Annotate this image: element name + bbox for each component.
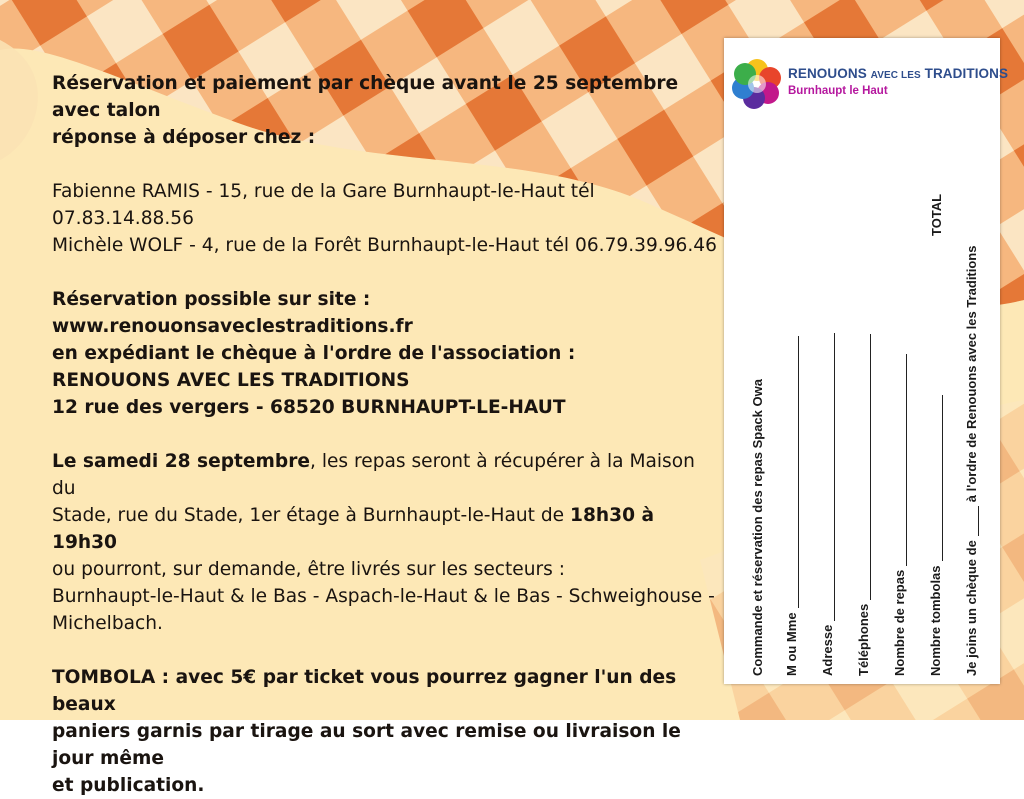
total-label: TOTAL <box>929 193 944 236</box>
field-tombola-line[interactable] <box>930 395 943 561</box>
tombola-text-2: paniers garnis par tirage au sort avec remise ou livraison le jour même <box>52 721 681 769</box>
field-address-row <box>820 333 835 676</box>
info-text <box>52 70 720 799</box>
contact-michele: Michèle WOLF - 4, rue de la Forêt Burnhaupt-le-Haut tél 06.79.39.96.46 <box>52 235 717 256</box>
organisation-town: Burnhaupt le Haut <box>788 85 888 97</box>
reservation-form-card <box>724 38 1009 684</box>
organisation-name <box>788 66 1008 81</box>
org-name-1: RENOUONS <box>788 66 871 81</box>
pickup-text-1: , les repas seront à récupérer à la Maison du <box>52 451 695 499</box>
contact-fabienne: Fabienne RAMIS - 15, rue de la Gare Burnhaupt-le-Haut tél 07.83.14.88.56 <box>52 181 595 229</box>
org-name-2: TRADITIONS <box>920 66 1009 81</box>
cheque-label-pre: Je joins un chèque de <box>964 540 979 676</box>
field-meals-label: Nombre de repas <box>892 569 907 676</box>
deadline-text-2: réponse à déposer chez : <box>52 127 316 148</box>
pickup-text-2: Stade, rue du Stade, 1er étage à Burnhaupt-le-Haut de <box>52 505 571 526</box>
cheque-text: en expédiant le chèque à l'ordre de l'association : <box>52 343 576 364</box>
org-name-small: AVEC LES <box>870 70 921 81</box>
association-name: RENOUONS AVEC LES TRADITIONS <box>52 370 410 391</box>
association-address: 12 rue des vergers - 68520 BURNHAUPT-LE-HAUT <box>52 397 566 418</box>
field-phone-line[interactable] <box>858 334 871 600</box>
pickup-date: Le samedi 28 septembre <box>52 451 310 472</box>
field-meals-line[interactable] <box>894 354 907 566</box>
cheque-amount-line[interactable] <box>966 506 979 536</box>
pickup-line-3: ou pourront, sur demande, être livrés sur les secteurs : <box>52 559 566 580</box>
pickup-line-2 <box>52 502 720 556</box>
field-tombola-label: Nombre tombolas <box>928 565 943 676</box>
site-text: Réservation possible sur site : www.renouonsaveclestraditions.fr <box>52 289 413 337</box>
field-phone-label: Téléphones <box>856 603 871 676</box>
cheque-label-post: à l'ordre de Renouons avec les Traditions <box>964 245 979 503</box>
pickup-line-4: Burnhaupt-le-Haut & le Bas - Aspach-le-Haut & le Bas - Schweighouse - <box>52 586 715 607</box>
deadline-text: Réservation et paiement par chèque avant le 25 septembre avec talon <box>52 73 679 121</box>
cheque-row <box>964 246 979 676</box>
field-phone-row <box>856 334 871 676</box>
field-tombola-row <box>928 395 943 676</box>
tombola-text-3: et publication. <box>52 775 205 796</box>
association-logo <box>730 56 784 110</box>
field-name-label: M ou Mme <box>784 612 799 676</box>
field-meals-row <box>892 354 907 676</box>
field-address-line[interactable] <box>822 333 835 621</box>
pickup-line-5: Michelbach. <box>52 613 163 634</box>
tombola-text-1: TOMBOLA : avec 5€ par ticket vous pourrez gagner l'un des beaux <box>52 667 677 715</box>
pickup-time: 18h30 à 19h30 <box>52 505 655 553</box>
form-title: Commande et réservation des repas Spack Owa <box>750 379 765 676</box>
field-name-line[interactable] <box>786 336 799 608</box>
field-name-row <box>784 336 799 676</box>
pickup-line-1 <box>52 448 720 502</box>
field-address-label: Adresse <box>820 624 835 676</box>
